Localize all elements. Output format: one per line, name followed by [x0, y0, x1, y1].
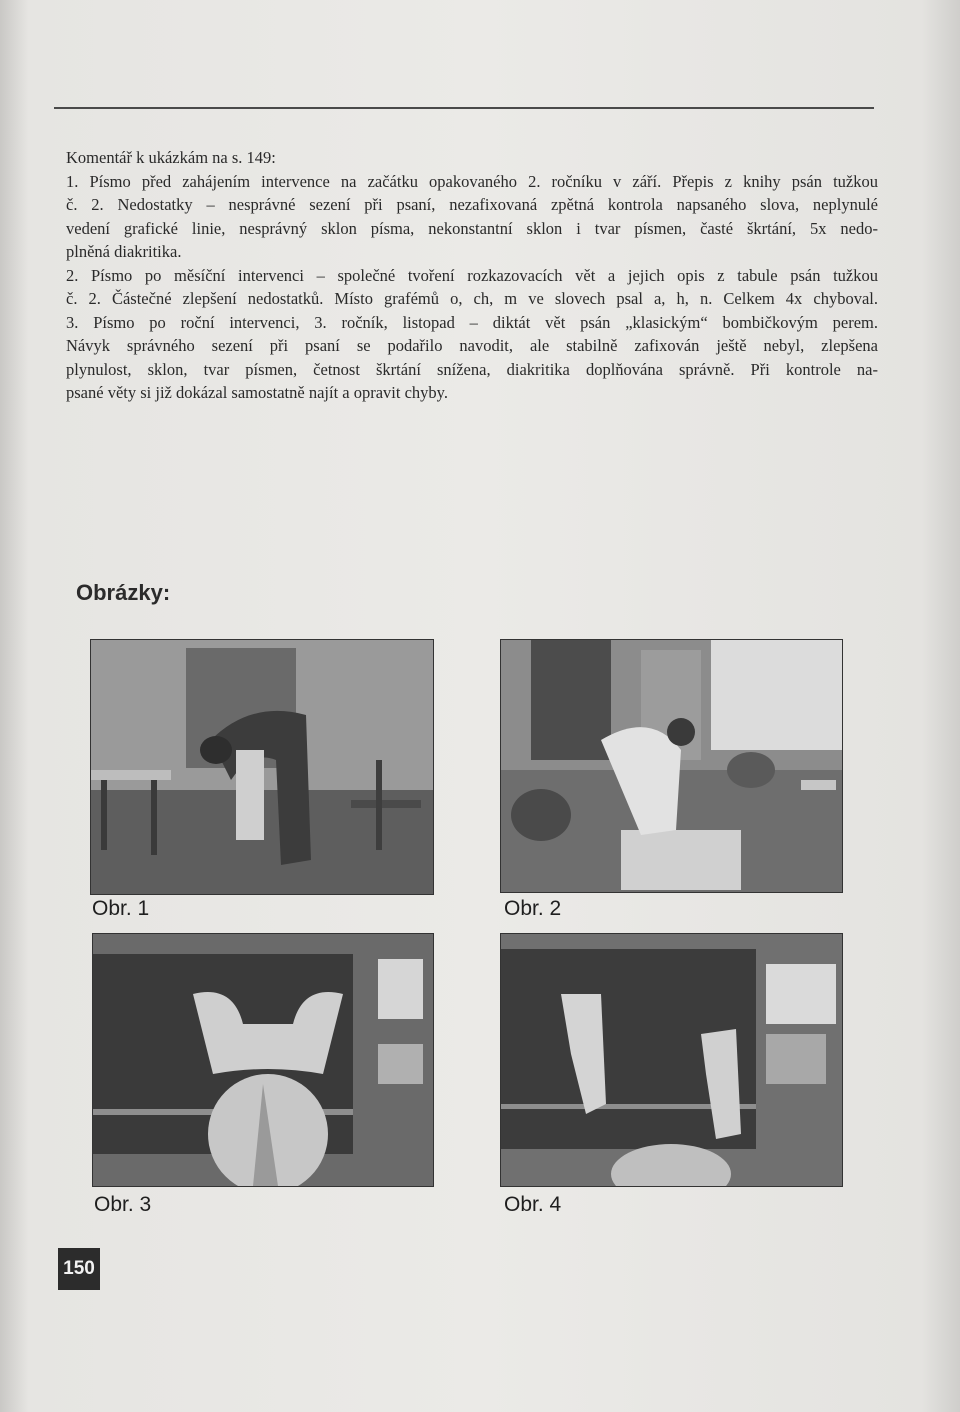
comment-title: Komentář k ukázkám na s. 149:	[66, 148, 276, 167]
comment-line: plynulost, sklon, tvar písmen, četnost škrtání snížena, diakritika doplňována správně. Při kontrole na-	[66, 359, 878, 379]
comment-line: plněná diakritika.	[66, 242, 182, 261]
page-number: 150	[58, 1248, 100, 1290]
photo-2-image	[501, 640, 842, 892]
photo-2	[500, 639, 843, 893]
photo-3	[92, 933, 434, 1187]
comment-line: Návyk správného sezení při psaní se podařilo navodit, ale stabilně zafixován ještě nebyl, zlepšena	[66, 336, 878, 355]
photo-2-caption: Obr. 2	[504, 897, 562, 920]
photo-3-image	[93, 934, 433, 1186]
comment-line: vedení grafické linie, nesprávný sklon písma, nekonstantní sklon i tvar písmen, časté škrtání, 5x nedo-	[66, 218, 878, 238]
photo-1-image	[91, 640, 433, 894]
comment-line: č. 2. Částečné zlepšení nedostatků. Místo grafémů o, ch, m ve slovech psal a, h, n. Celkem 4x chyboval.	[66, 289, 878, 308]
comment-line: 3. Písmo po roční intervenci, 3. ročník, listopad – diktát vět psán „klasickým“ bombičkovým perem.	[66, 312, 878, 332]
figures-heading: Obrázky:	[76, 580, 171, 605]
photo-4	[500, 933, 843, 1187]
comment-line: č. 2. Nedostatky – nesprávné sezení při psaní, nezafixovaná zpětná kontrola napsaného slova, neplynulé	[66, 195, 878, 214]
photo-4-image	[501, 934, 842, 1186]
photo-4-caption: Obr. 4	[504, 1193, 562, 1216]
header-rule	[54, 107, 874, 109]
comment-line: psané věty si již dokázal samostatně najít a opravit chyby.	[66, 383, 448, 402]
photo-1-caption: Obr. 1	[92, 897, 150, 920]
photo-3-caption: Obr. 3	[94, 1193, 152, 1216]
comment-line: 2. Písmo po měsíční intervenci – společné tvoření rozkazovacích vět a jejich opis z tabule psán tužkou	[66, 265, 878, 285]
photo-1	[90, 639, 434, 895]
comment-line: 1. Písmo před zahájením intervence na začátku opakovaného 2. ročníku v září. Přepis z knihy psán tužkou	[66, 171, 878, 191]
comment-block	[66, 146, 878, 405]
